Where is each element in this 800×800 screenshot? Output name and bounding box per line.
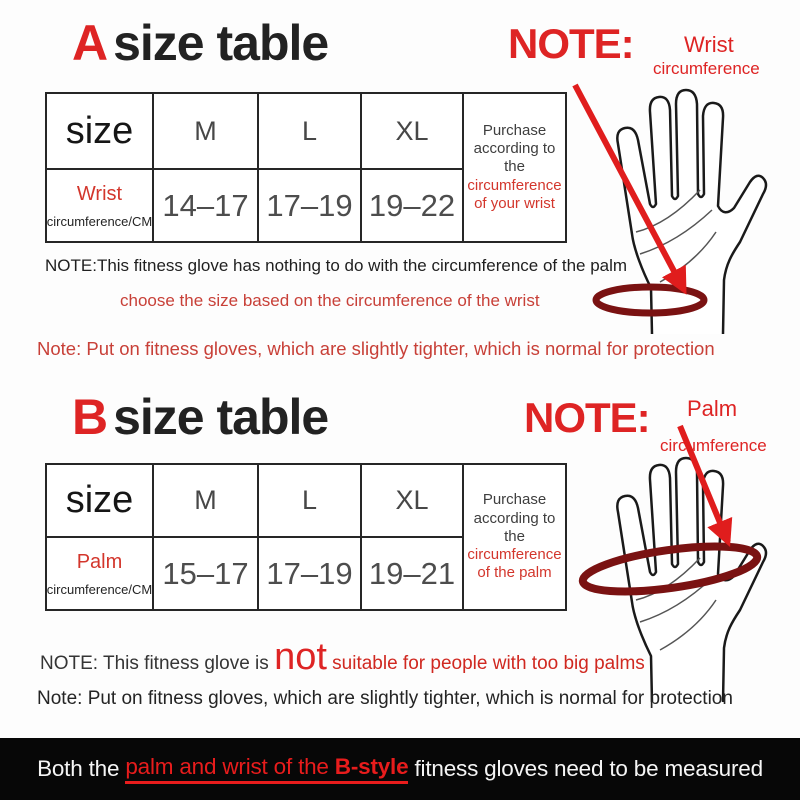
table-b-col-m: M <box>154 465 259 538</box>
note-b-red-part: suitable for people with too big palms <box>326 653 645 674</box>
section-b-palm-label: Palm <box>687 396 738 421</box>
footer-bar <box>0 738 800 800</box>
wrist-row-sublabel: circumference/CM <box>46 213 153 229</box>
note-a-palm-disclaimer: NOTE:This fitness glove has nothing to do with the circumference of the palm <box>45 256 628 275</box>
table-a-value-m: 14–17 <box>154 170 259 241</box>
table-a-col-m: M <box>154 94 259 170</box>
hand-diagram-wrist <box>556 78 800 338</box>
section-a-circumference-label: circumference <box>653 59 760 78</box>
table-b-purchase-cell <box>464 465 565 609</box>
footer-highlight <box>125 754 408 784</box>
table-a-value-l: 17–19 <box>259 170 362 241</box>
footer-highlight-regular: palm and wrist of the <box>125 754 335 779</box>
table-b-size-header: size <box>47 465 154 538</box>
palm-row-sublabel: circumference/CM <box>46 581 153 597</box>
section-b-title-letter: B <box>72 389 108 445</box>
footer-suffix: fitness gloves need to be measured <box>408 756 763 781</box>
note-b-not-word: not <box>274 636 327 678</box>
note-b-tighter: Note: Put on fitness gloves, which are slightly tighter, which is normal for protection <box>37 688 733 709</box>
section-a-title-letter: A <box>72 15 108 71</box>
purchase-text-red: circumference of your wrist <box>467 176 562 212</box>
purchase-text-black: Purchase according to the <box>473 491 556 545</box>
table-a-purchase-cell <box>464 94 565 241</box>
table-b-col-xl: XL <box>362 465 464 538</box>
table-b-value-xl: 19–21 <box>362 538 464 609</box>
table-a-col-l: L <box>259 94 362 170</box>
table-a-size-header: size <box>47 94 154 170</box>
size-table-a <box>45 92 567 243</box>
wrist-row-label: Wrist <box>76 182 123 205</box>
section-b-title <box>72 390 328 445</box>
table-a-col-xl: XL <box>362 94 464 170</box>
palm-row-label: Palm <box>76 550 123 573</box>
note-b-black-part: NOTE: This fitness glove is <box>40 653 275 674</box>
table-a-row-label <box>47 170 154 241</box>
section-b-note-heading: NOTE: <box>524 394 650 441</box>
table-b-col-l: L <box>259 465 362 538</box>
table-a-value-xl: 19–22 <box>362 170 464 241</box>
footer-prefix: Both the <box>37 756 126 781</box>
note-b-not-suitable <box>40 638 645 676</box>
purchase-text-black: Purchase according to the <box>473 121 556 176</box>
section-b-circumference-label: circumference <box>660 436 767 455</box>
note-a-choose-size: choose the size based on the circumference of the wrist <box>120 291 540 310</box>
section-a-wrist-label: Wrist <box>684 32 734 57</box>
section-b-title-text: size table <box>113 389 329 445</box>
section-a-title <box>72 16 328 71</box>
section-a-title-text: size table <box>113 15 329 71</box>
table-b-row-label <box>47 538 154 609</box>
size-table-b <box>45 463 567 611</box>
section-a-note-heading: NOTE: <box>508 20 634 67</box>
table-b-value-m: 15–17 <box>154 538 259 609</box>
purchase-text-red: circumference of the palm <box>467 546 562 582</box>
footer-highlight-bold: B-style <box>334 754 409 779</box>
note-a-tighter: Note: Put on fitness gloves, which are slightly tighter, which is normal for protection <box>37 338 715 359</box>
table-b-value-l: 17–19 <box>259 538 362 609</box>
